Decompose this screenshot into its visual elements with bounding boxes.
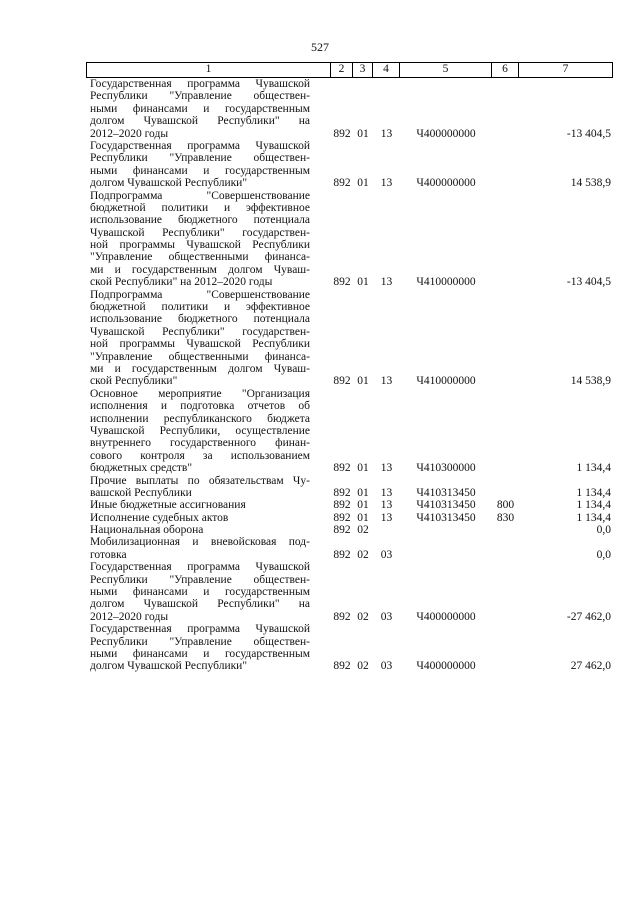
table-row (86, 190, 613, 289)
cell-col-4: 13 (380, 511, 393, 524)
cell-col-2: 892 (333, 610, 351, 623)
header-col-6: 6 (492, 63, 519, 77)
row-name-line: Республики "Управление обществен- (90, 635, 310, 648)
cell-col-5: Ч410000000 (416, 276, 476, 289)
row-name-line: ми и государственным долгом Чуваш- (90, 263, 310, 276)
cell-col-7: 0,0 (596, 548, 611, 561)
cell-col-7: 0,0 (596, 524, 611, 537)
cell-col-3: 02 (357, 610, 369, 623)
cell-col-4 (373, 524, 400, 536)
row-name-line: Исполнение судебных актов (90, 511, 229, 524)
cell-col-2: 892 (333, 462, 351, 475)
row-name-line: готовка (90, 548, 127, 561)
row-name-line: исполнения и подготовка отчетов об (90, 400, 310, 413)
row-name (86, 536, 310, 561)
table-row (86, 289, 613, 388)
table-row (86, 623, 613, 673)
row-name-line: использование бюджетного потенциала (90, 313, 310, 326)
row-name-line: Государственная программа Чувашской (90, 78, 310, 90)
row-name (86, 475, 310, 500)
cell-col-4: 13 (380, 486, 393, 499)
row-name (86, 524, 310, 536)
row-name-line: бюджетных средств" (90, 462, 193, 475)
row-name (86, 289, 310, 388)
cell-col-5 (400, 524, 492, 536)
row-name-line: ской Республики" на 2012–2020 годы (90, 276, 273, 289)
cell-col-4: 03 (380, 610, 393, 623)
row-name-line: Иные бюджетные ассигнования (90, 499, 246, 512)
cell-col-4: 13 (380, 127, 393, 140)
cell-col-6 (492, 177, 519, 189)
row-name-line: Подпрограмма "Совершенствование (90, 189, 310, 202)
row-name-line: использование бюджетного потенциала (90, 214, 310, 227)
cell-col-5: Ч400000000 (416, 127, 476, 140)
row-name-line: ми и государственным долгом Чуваш- (90, 362, 310, 375)
row-name-line: Основное мероприятие "Организация (90, 387, 310, 400)
row-name-line: вашской Республики (90, 486, 192, 499)
cell-col-5: Ч400000000 (416, 610, 476, 623)
row-name-line: Республики "Управление обществен- (90, 90, 310, 103)
header-col-5: 5 (400, 63, 492, 77)
cell-col-4: 13 (380, 276, 393, 289)
cell-col-6: 800 (496, 499, 515, 512)
cell-col-3: 01 (357, 462, 369, 475)
cell-col-3: 01 (357, 276, 369, 289)
row-name-line: ской Республики" (90, 375, 178, 388)
row-name-line: Государственная программа Чувашской (90, 623, 310, 636)
cell-col-3: 02 (357, 660, 369, 673)
row-name-line: ной программы Чувашской Республики (90, 239, 310, 252)
row-name-line: Национальная оборона (90, 524, 204, 537)
cell-col-4: 03 (380, 660, 393, 673)
header-col-7: 7 (519, 63, 613, 77)
cell-col-3: 02 (357, 524, 369, 537)
row-name-line: 2012–2020 годы (90, 127, 169, 140)
cell-col-5: Ч410300000 (416, 462, 476, 475)
cell-col-5: Ч400000000 (416, 177, 476, 190)
table-row (86, 78, 613, 140)
cell-col-4: 13 (380, 462, 393, 475)
row-name-line: Республики "Управление обществен- (90, 573, 310, 586)
row-name-line: "Управление общественными финанса- (90, 251, 310, 264)
cell-col-3: 01 (357, 375, 369, 388)
row-name-line: долгом Чувашской Республики" (90, 660, 248, 673)
header-col-4: 4 (373, 63, 400, 77)
row-name-line: ными финансами и государственным (90, 102, 310, 115)
row-name-line: внутреннего государственного финан- (90, 437, 310, 450)
cell-col-2: 892 (333, 375, 351, 388)
cell-col-2: 892 (333, 127, 351, 140)
cell-col-6 (492, 487, 519, 499)
cell-col-7: -27 462,0 (566, 610, 611, 623)
row-name-line: долгом Чувашской Республики" (90, 177, 248, 190)
row-name (86, 388, 310, 475)
cell-col-3: 01 (357, 511, 369, 524)
cell-col-3: 01 (357, 486, 369, 499)
header-col-2: 2 (331, 63, 353, 77)
table-row (86, 388, 613, 475)
cell-col-6 (492, 462, 519, 474)
cell-col-7: -13 404,5 (566, 127, 611, 140)
cell-col-6 (492, 128, 519, 140)
row-name-line: исполнении республиканского бюджета (90, 412, 310, 425)
cell-col-6 (492, 276, 519, 288)
cell-col-3: 02 (357, 548, 369, 561)
cell-col-2: 892 (333, 660, 351, 673)
header-col-3: 3 (353, 63, 373, 77)
row-name-line: бюджетной политики и эффективное (90, 201, 310, 214)
row-name-line: Прочие выплаты по обязательствам Чу- (90, 474, 310, 487)
cell-col-2: 892 (333, 276, 351, 289)
row-name-line: долгом Чувашской Республики" на (90, 115, 310, 128)
row-name-line: Республики "Управление обществен- (90, 152, 310, 165)
table-row (86, 524, 613, 536)
table-row (86, 475, 613, 500)
budget-table (86, 62, 613, 673)
cell-col-7: -13 404,5 (566, 276, 611, 289)
header-col-1: 1 (86, 63, 331, 77)
row-name-line: Чувашской Республики" государствен- (90, 325, 310, 338)
row-name-line: Государственная программа Чувашской (90, 139, 310, 152)
row-name-line: Подпрограмма "Совершенствование (90, 288, 310, 301)
cell-col-5: Ч410000000 (416, 375, 476, 388)
cell-col-7: 1 134,4 (576, 499, 611, 512)
cell-col-3: 01 (357, 177, 369, 190)
table-header (86, 62, 613, 78)
cell-col-7: 14 538,9 (570, 177, 611, 190)
cell-col-2: 892 (333, 499, 351, 512)
row-name-line: ными финансами и государственным (90, 164, 310, 177)
row-name-line: Государственная программа Чувашской (90, 561, 310, 574)
cell-col-2: 892 (333, 177, 351, 190)
row-name-line: ными финансами и государственным (90, 647, 310, 660)
row-name (86, 190, 310, 289)
cell-col-6: 830 (496, 511, 515, 524)
cell-col-4: 03 (380, 548, 393, 561)
cell-col-5: Ч410313450 (416, 511, 476, 524)
cell-col-3: 01 (357, 499, 369, 512)
table-row (86, 561, 613, 623)
cell-col-4: 13 (380, 375, 393, 388)
cell-col-5: Ч410313450 (416, 486, 476, 499)
cell-col-4: 13 (380, 177, 393, 190)
cell-col-6 (492, 611, 519, 623)
cell-col-2: 892 (333, 486, 351, 499)
page-number: 527 (311, 40, 329, 54)
row-name-line: ными финансами и государственным (90, 586, 310, 599)
cell-col-2: 892 (333, 548, 351, 561)
table-row (86, 536, 613, 561)
row-name-line: Чувашской Республики, осуществление (90, 424, 310, 437)
row-name-line: Мобилизационная и вневойсковая под- (90, 536, 310, 549)
row-name-line: долгом Чувашской Республики" на (90, 598, 310, 611)
row-name (86, 561, 310, 623)
table-row (86, 140, 613, 190)
cell-col-5: Ч400000000 (416, 660, 476, 673)
cell-col-6 (492, 375, 519, 387)
cell-col-3: 01 (357, 127, 369, 140)
cell-col-7: 1 134,4 (576, 486, 611, 499)
row-name-line: сового контроля за использованием (90, 449, 310, 462)
row-name-line: "Управление общественными финанса- (90, 350, 310, 363)
table-row (86, 499, 613, 511)
cell-col-7: 27 462,0 (570, 660, 611, 673)
cell-col-6 (492, 660, 519, 672)
cell-col-7: 1 134,4 (576, 511, 611, 524)
row-name (86, 623, 310, 673)
cell-col-6 (492, 549, 519, 561)
row-name-line: Чувашской Республики" государствен- (90, 226, 310, 239)
row-name (86, 140, 310, 190)
cell-col-5: Ч410313450 (416, 499, 476, 512)
row-name (86, 512, 310, 524)
cell-col-7: 1 134,4 (576, 462, 611, 475)
cell-col-6 (492, 524, 519, 536)
cell-col-7: 14 538,9 (570, 375, 611, 388)
cell-col-2: 892 (333, 524, 351, 537)
cell-col-5 (400, 549, 492, 561)
row-name-line: 2012–2020 годы (90, 610, 169, 623)
table-body (86, 78, 613, 673)
row-name-line: ной программы Чувашской Республики (90, 338, 310, 351)
table-row (86, 512, 613, 524)
cell-col-4: 13 (380, 499, 393, 512)
row-name (86, 78, 310, 140)
row-name-line: бюджетной политики и эффективное (90, 301, 310, 314)
cell-col-2: 892 (333, 511, 351, 524)
row-name (86, 499, 310, 511)
